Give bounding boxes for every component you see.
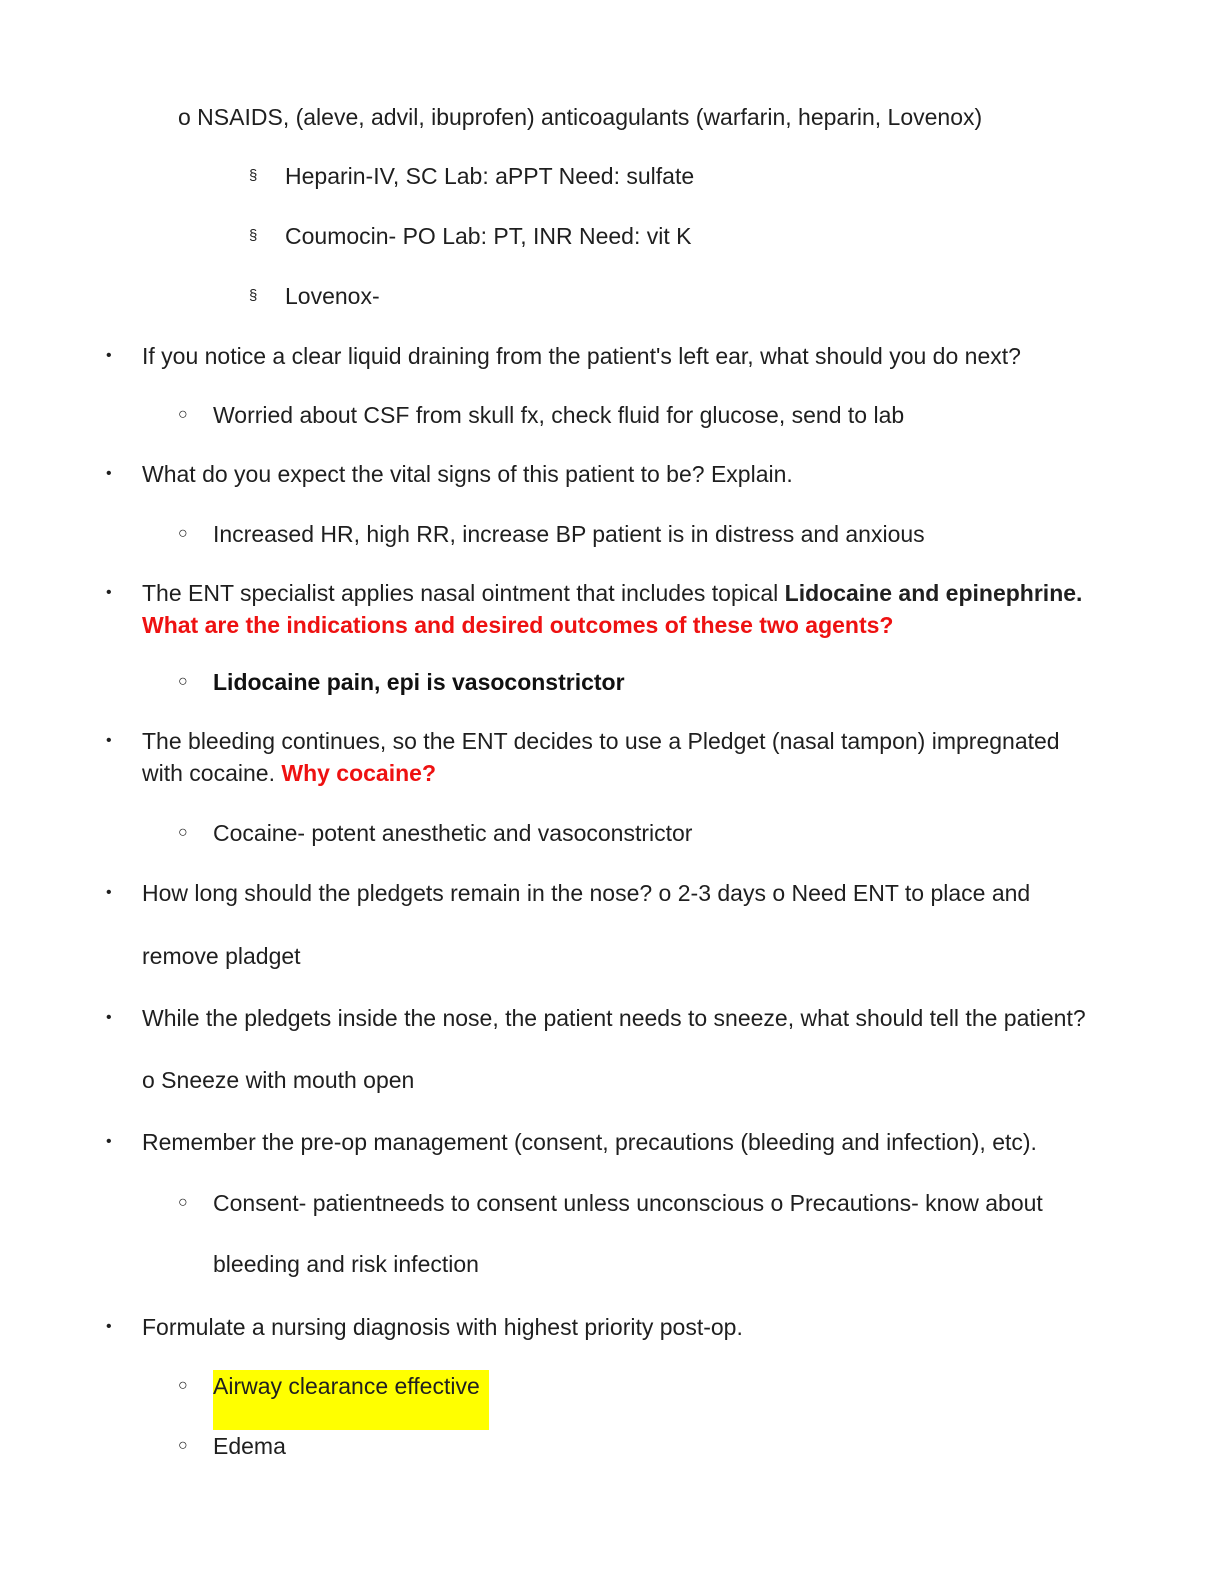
circle-marker: ○ <box>178 525 188 542</box>
circle-marker: ○ <box>178 1437 188 1454</box>
answer-consent: Consent- patientneeds to consent unless unconscious o Precautions- know about <box>213 1190 1043 1216</box>
question-pledget-red: Why cocaine? <box>281 760 437 786</box>
bullet-marker: • <box>106 1318 112 1335</box>
question-ear: If you notice a clear liquid draining from the patient's left ear, what should you do next? <box>142 343 1021 369</box>
question-pledget-line1: The bleeding continues, so the ENT decides to use a Pledget (nasal tampon) impregnated <box>142 728 1060 754</box>
bullet-marker: • <box>106 884 112 901</box>
heparin-line: Heparin-IV, SC Lab: aPPT Need: sulfate <box>285 163 695 189</box>
circle-marker: ○ <box>178 824 188 841</box>
answer-airway: Airway clearance effective <box>213 1373 480 1399</box>
section-marker: § <box>249 227 258 244</box>
coumocin-line: Coumocin- PO Lab: PT, INR Need: vit K <box>285 223 692 249</box>
question-how-long-cont: remove pladget <box>142 943 301 969</box>
section-marker: § <box>249 167 258 184</box>
bullet-marker: • <box>106 584 112 601</box>
bullet-marker: • <box>106 347 112 364</box>
question-preop: Remember the pre-op management (consent, precautions (bleeding and infection), etc). <box>142 1129 1037 1155</box>
question-pledget-line2 <box>142 757 436 789</box>
circle-marker: ○ <box>178 1377 188 1394</box>
question-pledget-text: with cocaine. <box>142 760 282 786</box>
question-ent-red: What are the indications and desired outcomes of these two agents? <box>142 612 894 638</box>
lovenox-line: Lovenox- <box>285 283 380 309</box>
bullet-marker: • <box>106 1133 112 1150</box>
bullet-marker: • <box>106 1009 112 1026</box>
question-diagnosis: Formulate a nursing diagnosis with highest priority post-op. <box>142 1314 743 1340</box>
question-ent <box>142 577 1082 609</box>
nsaids-line: o NSAIDS, (aleve, advil, ibuprofen) anticoagulants (warfarin, heparin, Lovenox) <box>178 104 983 130</box>
question-ent-text: The ENT specialist applies nasal ointment that includes topical <box>142 580 785 606</box>
circle-marker: ○ <box>178 673 188 690</box>
answer-cocaine: Cocaine- potent anesthetic and vasoconstrictor <box>213 820 693 846</box>
answer-consent-cont: bleeding and risk infection <box>213 1251 479 1277</box>
bullet-marker: • <box>106 465 112 482</box>
circle-marker: ○ <box>178 406 188 423</box>
question-ent-bold: Lidocaine and epinephrine. <box>784 580 1083 606</box>
answer-vitals: Increased HR, high RR, increase BP patient is in distress and anxious <box>213 521 925 547</box>
circle-marker: ○ <box>178 1194 188 1211</box>
question-vitals: What do you expect the vital signs of this patient to be? Explain. <box>142 461 793 487</box>
answer-sneeze: o Sneeze with mouth open <box>142 1067 415 1093</box>
answer-ear: Worried about CSF from skull fx, check fluid for glucose, send to lab <box>213 402 905 428</box>
question-sneeze: While the pledgets inside the nose, the patient needs to sneeze, what should tell the patient? <box>142 1005 1086 1031</box>
bullet-marker: • <box>106 732 112 749</box>
question-how-long: How long should the pledgets remain in the nose? o 2-3 days o Need ENT to place and <box>142 880 1031 906</box>
answer-edema: Edema <box>213 1433 286 1459</box>
section-marker: § <box>249 287 258 304</box>
answer-ent: Lidocaine pain, epi is vasoconstrictor <box>213 669 625 695</box>
